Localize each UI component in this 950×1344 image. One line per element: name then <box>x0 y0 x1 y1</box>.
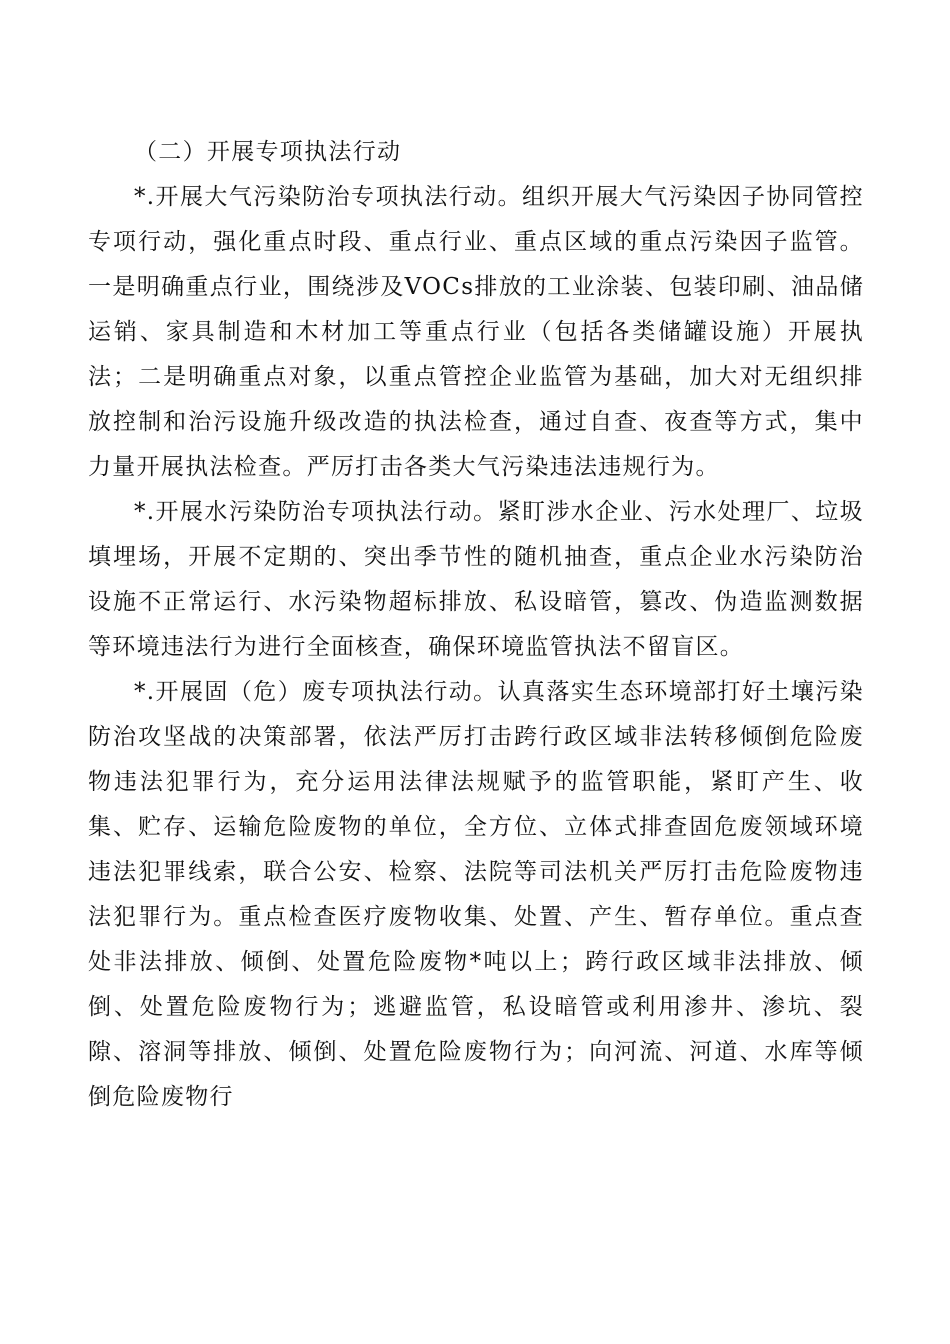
paragraph-solid-waste: *.开展固（危）废专项执法行动。认真落实生态环境部打好土壤污染防治攻坚战的决策部署，依法严厉打击跨行政区域非法转移倾倒危险废物违法犯罪行为，充分运用法律法规赋予的监管职能，紧盯产生、收集、贮存、运输危险废物的单位，全方位、立体式排查固危废领域环境违法犯罪线索，联合公安、检察、法院等司法机关严厉打击危险废物违法犯罪行为。重点检查医疗废物收集、处置、产生、暂存单位。重点查处非法排放、倾倒、处置危险废物*吨以上；跨行政区域非法排放、倾倒、处置危险废物行为；逃避监管，私设暗管或利用渗井、渗坑、裂隙、溶洞等排放、倾倒、处置危险废物行为；向河流、河道、水库等倾倒危险废物行 <box>88 679 864 1110</box>
paragraph-water-pollution: *.开展水污染防治专项执法行动。紧盯涉水企业、污水处理厂、垃圾填埋场，开展不定期的、突出季节性的随机抽查，重点企业水污染防治设施不正常运行、水污染物超标排放、私设暗管，篡改、伪造监测数据等环境违法行为进行全面核查，确保环境监管执法不留盲区。 <box>88 499 864 660</box>
document-body <box>88 130 864 1120</box>
paragraph-air-pollution: *.开展大气污染防治专项执法行动。组织开展大气污染因子协同管控专项行动，强化重点时段、重点行业、重点区域的重点污染因子监管。一是明确重点行业，围绕涉及VOCs排放的工业涂装、包装印刷、油品储运销、家具制造和木材加工等重点行业（包括各类储罐设施）开展执法；二是明确重点对象，以重点管控企业监管为基础，加大对无组织排放控制和治污设施升级改造的执法检查，通过自查、夜查等方式，集中力量开展执法检查。严厉打击各类大气污染违法违规行为。 <box>88 184 864 480</box>
section-heading: （二）开展专项执法行动 <box>134 139 402 165</box>
